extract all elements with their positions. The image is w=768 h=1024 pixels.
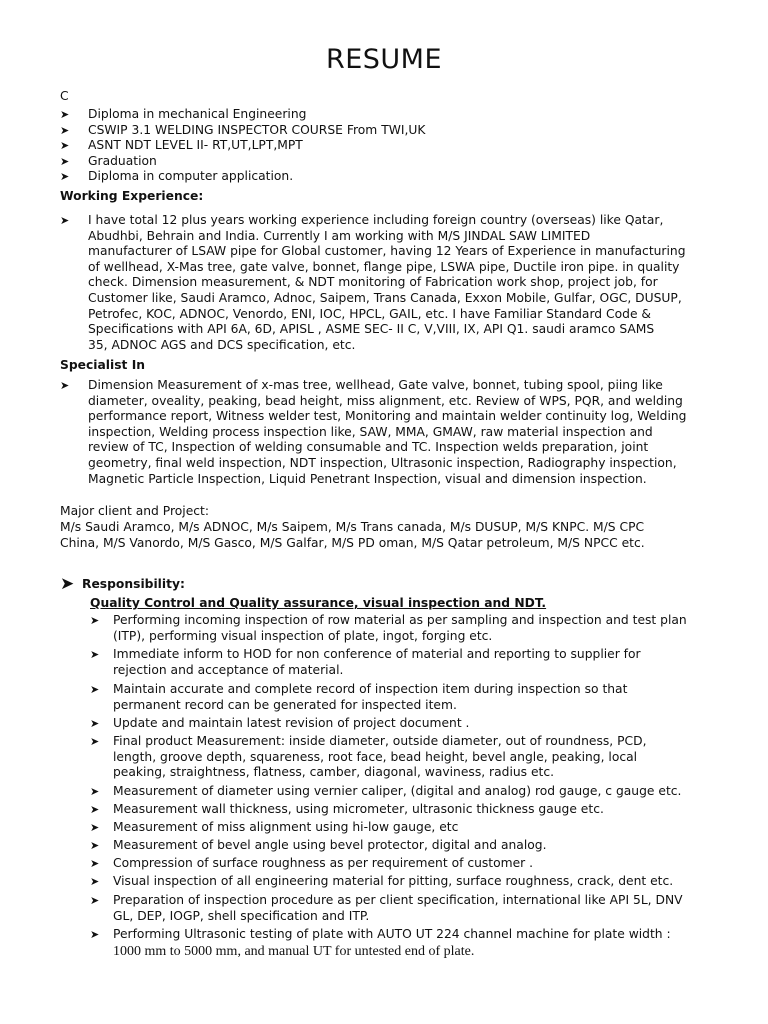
list-item — [113, 784, 708, 800]
text-line: peaking, straightness, flatness, camber, diagonal, waviness, radius etc. — [113, 765, 555, 780]
text-line: I have total 12 plus years working experience including foreign country (overseas) like Qatar, — [88, 213, 664, 227]
bullet-arrow-icon: ➤ — [60, 155, 70, 168]
text-line: Compression of surface roughness as per requirement of customer . — [113, 856, 534, 870]
text-line: 1000 mm to 5000 mm, and manual UT for untested end of plate. — [113, 943, 475, 959]
responsibility-subheading: Quality Control and Quality assurance, visual inspection and NDT. — [90, 596, 547, 610]
text-line: M/s Saudi Aramco, M/s ADNOC, M/s Saipem, M/s Trans canada, M/s DUSUP, M/S KNPC. M/S CPC — [60, 520, 645, 534]
text-line: Specifications with API 6A, 6D, APISL , ASME SEC- II C, V,VIII, IX, API Q1. saudi aramco SAMS — [88, 322, 655, 337]
specialist-heading: Specialist In — [60, 358, 146, 372]
text-line: Dimension Measurement of x-mas tree, wellhead, Gate valve, bonnet, tubing spool, piing like — [88, 378, 663, 392]
list-item — [113, 613, 708, 644]
text-line: geometry, final weld inspection, NDT inspection, Ultrasonic inspection, Radiography inspection, — [88, 455, 677, 470]
bullet-arrow-icon: ➤ — [90, 683, 100, 696]
text-line: Immediate inform to HOD for non conference of material and reporting to supplier for — [113, 647, 641, 661]
list-item — [113, 820, 708, 836]
text-line: permanent record can be generated for inspected item. — [113, 697, 457, 712]
text-line: performance report, Witness welder test, Monitoring and maintain welder continuity log, Welding — [88, 409, 687, 424]
page-title: RESUME — [325, 44, 443, 75]
text-line: (ITP), performing visual inspection of plate, ingot, forging etc. — [113, 628, 493, 643]
text-line: rejection and acceptance of material. — [113, 662, 344, 677]
text-line: 35, ADNOC AGS and DCS specification, etc. — [88, 337, 356, 352]
text-line: check. Dimension measurement, & NDT monitoring of Fabrication work shop, project job, for — [88, 275, 658, 290]
text-line: inspection, Welding process inspection like, SAW, MMA, GMAW, raw material inspection and — [88, 424, 653, 439]
clients-heading: Major client and Project: — [60, 504, 209, 518]
list-item — [113, 893, 708, 924]
bullet-arrow-icon: ➤ — [90, 894, 100, 907]
text-line: Performing incoming inspection of row material as per sampling and inspection and test plan — [113, 613, 687, 627]
bullet-arrow-icon: ➤ — [60, 379, 70, 392]
bullet-arrow-icon: ➤ — [60, 170, 70, 183]
list-item: Diploma in computer application. — [88, 169, 294, 183]
text-line: diameter, oveality, peaking, bead height, miss alignment, etc. Review of WPS, PQR, and welding — [88, 393, 683, 408]
list-item — [113, 856, 708, 872]
top-marker: C — [60, 89, 69, 103]
text-line: Petrofec, KOC, ADNOC, Venordo, ENI, IOC, HPCL, GAIL, etc. I have Familiar Standard Code & — [88, 306, 652, 321]
text-line: review of TC, Inspection of welding consumable and TC. Inspection welds preparation, joint — [88, 440, 649, 455]
list-item — [113, 838, 708, 854]
list-item: Diploma in mechanical Engineering — [88, 107, 307, 121]
bullet-arrow-icon: ➤ — [90, 717, 100, 730]
bullet-arrow-icon: ➤ — [90, 928, 100, 941]
list-item — [113, 716, 708, 732]
list-item — [113, 874, 708, 890]
text-line: Measurement of bevel angle using bevel protector, digital and analog. — [113, 838, 547, 852]
bullet-arrow-icon: ➤ — [60, 139, 70, 152]
bullet-arrow-icon: ➤ — [60, 214, 70, 227]
text-line: China, M/S Vanordo, M/S Gasco, M/S Galfar, M/S PD oman, M/S Qatar petroleum, M/S NPCC etc. — [60, 535, 645, 550]
text-line: Update and maintain latest revision of project document . — [113, 716, 470, 730]
text-line: Performing Ultrasonic testing of plate with AUTO UT 224 channel machine for plate width : — [113, 927, 671, 941]
bullet-arrow-icon: ➤ — [90, 648, 100, 661]
list-item — [113, 927, 708, 960]
list-item — [113, 802, 708, 818]
text-line: Measurement wall thickness, using micrometer, ultrasonic thickness gauge etc. — [113, 802, 604, 816]
text-line: Customer like, Saudi Aramco, Adnoc, Saipem, Trans Canada, Exxon Mobile, Gulfar, OGC, DUSUP, — [88, 290, 682, 305]
text-line: length, groove depth, squareness, root face, bead height, bevel angle, peaking, local — [113, 749, 638, 764]
text-line: Final product Measurement: inside diameter, outside diameter, out of roundness, PCD, — [113, 734, 647, 748]
working-experience-heading: Working Experience: — [60, 189, 204, 203]
bullet-arrow-icon: ➤ — [60, 108, 70, 121]
responsibility-heading: Responsibility: — [82, 577, 185, 591]
list-item — [113, 647, 708, 678]
bullet-arrow-icon: ➤ — [90, 735, 100, 748]
text-line: GL, DEP, IOGP, shell specification and ITP. — [113, 908, 370, 923]
specialist-text — [88, 378, 708, 487]
list-item: ASNT NDT LEVEL II- RT,UT,LPT,MPT — [88, 138, 303, 152]
clients-text — [60, 520, 708, 551]
bullet-arrow-icon: ➤ — [60, 574, 75, 594]
text-line: Preparation of inspection procedure as per client specification, international like API 5L, DNV — [113, 893, 683, 907]
list-item: CSWIP 3.1 WELDING INSPECTOR COURSE From TWI,UK — [88, 123, 426, 137]
bullet-arrow-icon: ➤ — [60, 124, 70, 137]
bullet-arrow-icon: ➤ — [90, 614, 100, 627]
bullet-arrow-icon: ➤ — [90, 821, 100, 834]
text-line: of wellhead, X-Mas tree, gate valve, bonnet, flange pipe, LSWA pipe, Ductile iron pipe. in quality — [88, 259, 680, 274]
text-line: Abudhbi, Behrain and India. Currently I am working with M/S JINDAL SAW LIMITED — [88, 228, 591, 243]
text-line: manufacturer of LSAW pipe for Global customer, having 12 Years of Experience in manufacturing — [88, 244, 686, 259]
list-item — [113, 682, 708, 713]
text-line: Measurement of diameter using vernier caliper, (digital and analog) rod gauge, c gauge etc. — [113, 784, 682, 798]
bullet-arrow-icon: ➤ — [90, 875, 100, 888]
working-experience-text — [88, 213, 708, 353]
bullet-arrow-icon: ➤ — [90, 803, 100, 816]
bullet-arrow-icon: ➤ — [90, 785, 100, 798]
text-line: Visual inspection of all engineering material for pitting, surface roughness, crack, dent etc. — [113, 874, 674, 888]
list-item: Graduation — [88, 154, 157, 168]
text-line: Maintain accurate and complete record of inspection item during inspection so that — [113, 682, 628, 696]
list-item — [113, 734, 708, 781]
bullet-arrow-icon: ➤ — [90, 857, 100, 870]
text-line: Magnetic Particle Inspection, Liquid Penetrant Inspection, visual and dimension inspection. — [88, 471, 647, 486]
text-line: Measurement of miss alignment using hi-low gauge, etc — [113, 820, 459, 834]
bullet-arrow-icon: ➤ — [90, 839, 100, 852]
